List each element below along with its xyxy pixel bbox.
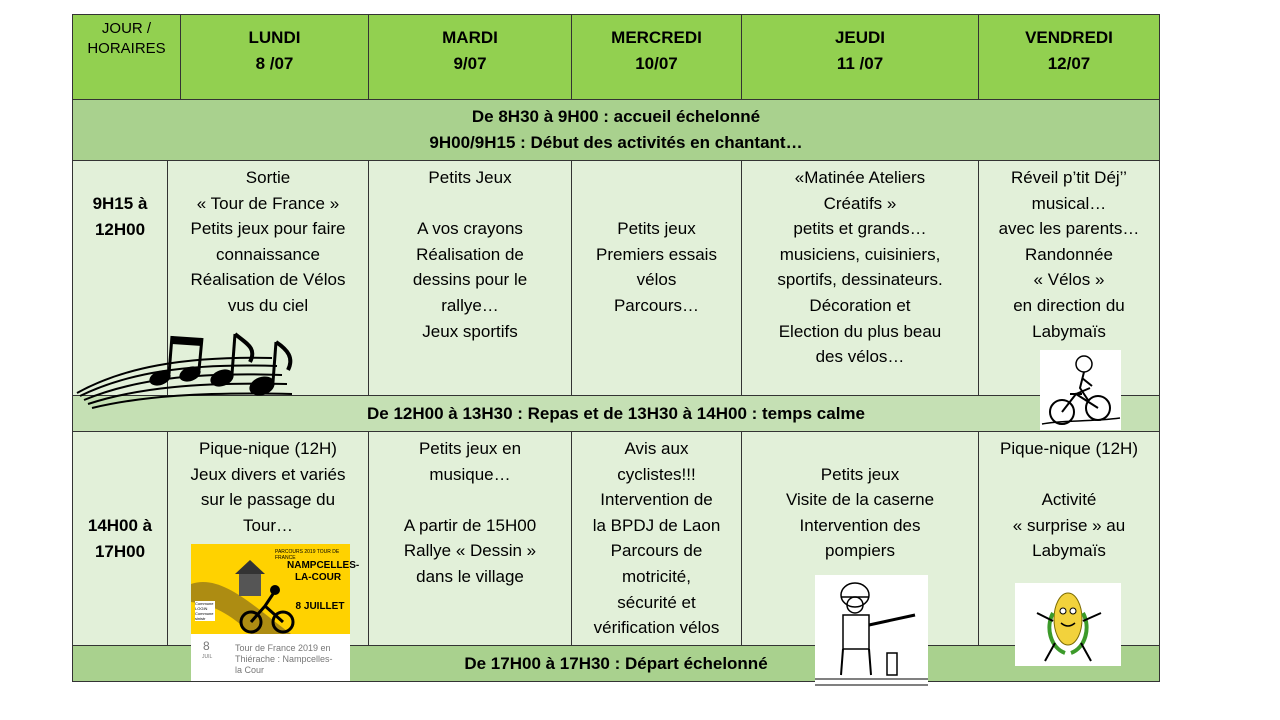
header-day-wednesday: MERCREDI 10/07 [571,14,742,100]
poster-town: NAMPCELLES- LA-COUR [287,560,360,583]
music-notes-illustration [72,328,317,410]
morning-friday-cell: Réveil p’tit Déj’’ musical… avec les parents… Randonnée « Vélos » en direction du Labymaïs [978,160,1160,396]
afternoon-monday-cell: Pique-nique (12H) Jeux divers et variés sur le passage du Tour… [167,431,369,646]
corn-mascot-illustration [1015,583,1121,666]
departure-band: De 17H00 à 17H30 : Départ échelonné [72,645,1160,682]
header-day-tuesday: MARDI 9/07 [368,14,572,100]
morning-monday-cell: Sortie « Tour de France » Petits jeux pour faire connaissance Réalisation de Vélos vus du ciel [167,160,369,396]
lunch-band: De 12H00 à 13H30 : Repas et de 13H30 à 14H00 : temps calme [72,395,1160,432]
header-day-friday: VENDREDI 12/07 [978,14,1160,100]
morning-time-label: 9H15 à 12H00 [72,160,168,396]
poster-month: JUIL [202,654,213,660]
firefighter-illustration [815,575,928,687]
afternoon-tuesday-cell: Petits jeux en musique… A partir de 15H00 Rallye « Dessin » dans le village [368,431,572,646]
morning-tuesday-cell: Petits Jeux A vos crayons Réalisation de dessins pour le rallye… Jeux sportifs [368,160,572,396]
poster-date: 8 JUILLET [295,601,345,612]
afternoon-friday-cell: Pique-nique (12H) Activité « surprise » au Labymaïs [978,431,1160,646]
poster-badge: Commune LOGIN Commune sinistr [195,601,214,621]
header-day-thursday: JEUDI 11 /07 [741,14,979,100]
arrival-band: De 8H30 à 9H00 : accueil échelonné 9H00/9H15 : Début des activités en chantant… [72,99,1160,161]
poster-caption: Tour de France 2019 en Thiérache : Nampcelles- la Cour [235,643,333,675]
corner-header: JOUR / HORAIRES [72,14,181,100]
poster-header-text: PARCOURS 2019 TOUR DE FRANCE [275,549,340,561]
afternoon-time-label: 14H00 à 17H00 [72,431,168,646]
cyclist-illustration [1040,350,1121,430]
tour-de-france-poster [191,544,360,681]
poster-day: 8 [203,639,210,653]
morning-wednesday-cell: Petits jeux Premiers essais vélos Parcours… [571,160,742,396]
morning-thursday-cell: «Matinée Ateliers Créatifs » petits et grands… musiciens, cuisiniers, sportifs, dessinateurs. Décoration et Election du plus beau des vélos… [741,160,979,396]
afternoon-thursday-cell: Petits jeux Visite de la caserne Intervention des pompiers [741,431,979,646]
afternoon-wednesday-cell: Avis aux cyclistes!!! Intervention de la BPDJ de Laon Parcours de motricité, sécurité et vérification vélos [571,431,742,646]
header-day-monday: LUNDI 8 /07 [180,14,369,100]
